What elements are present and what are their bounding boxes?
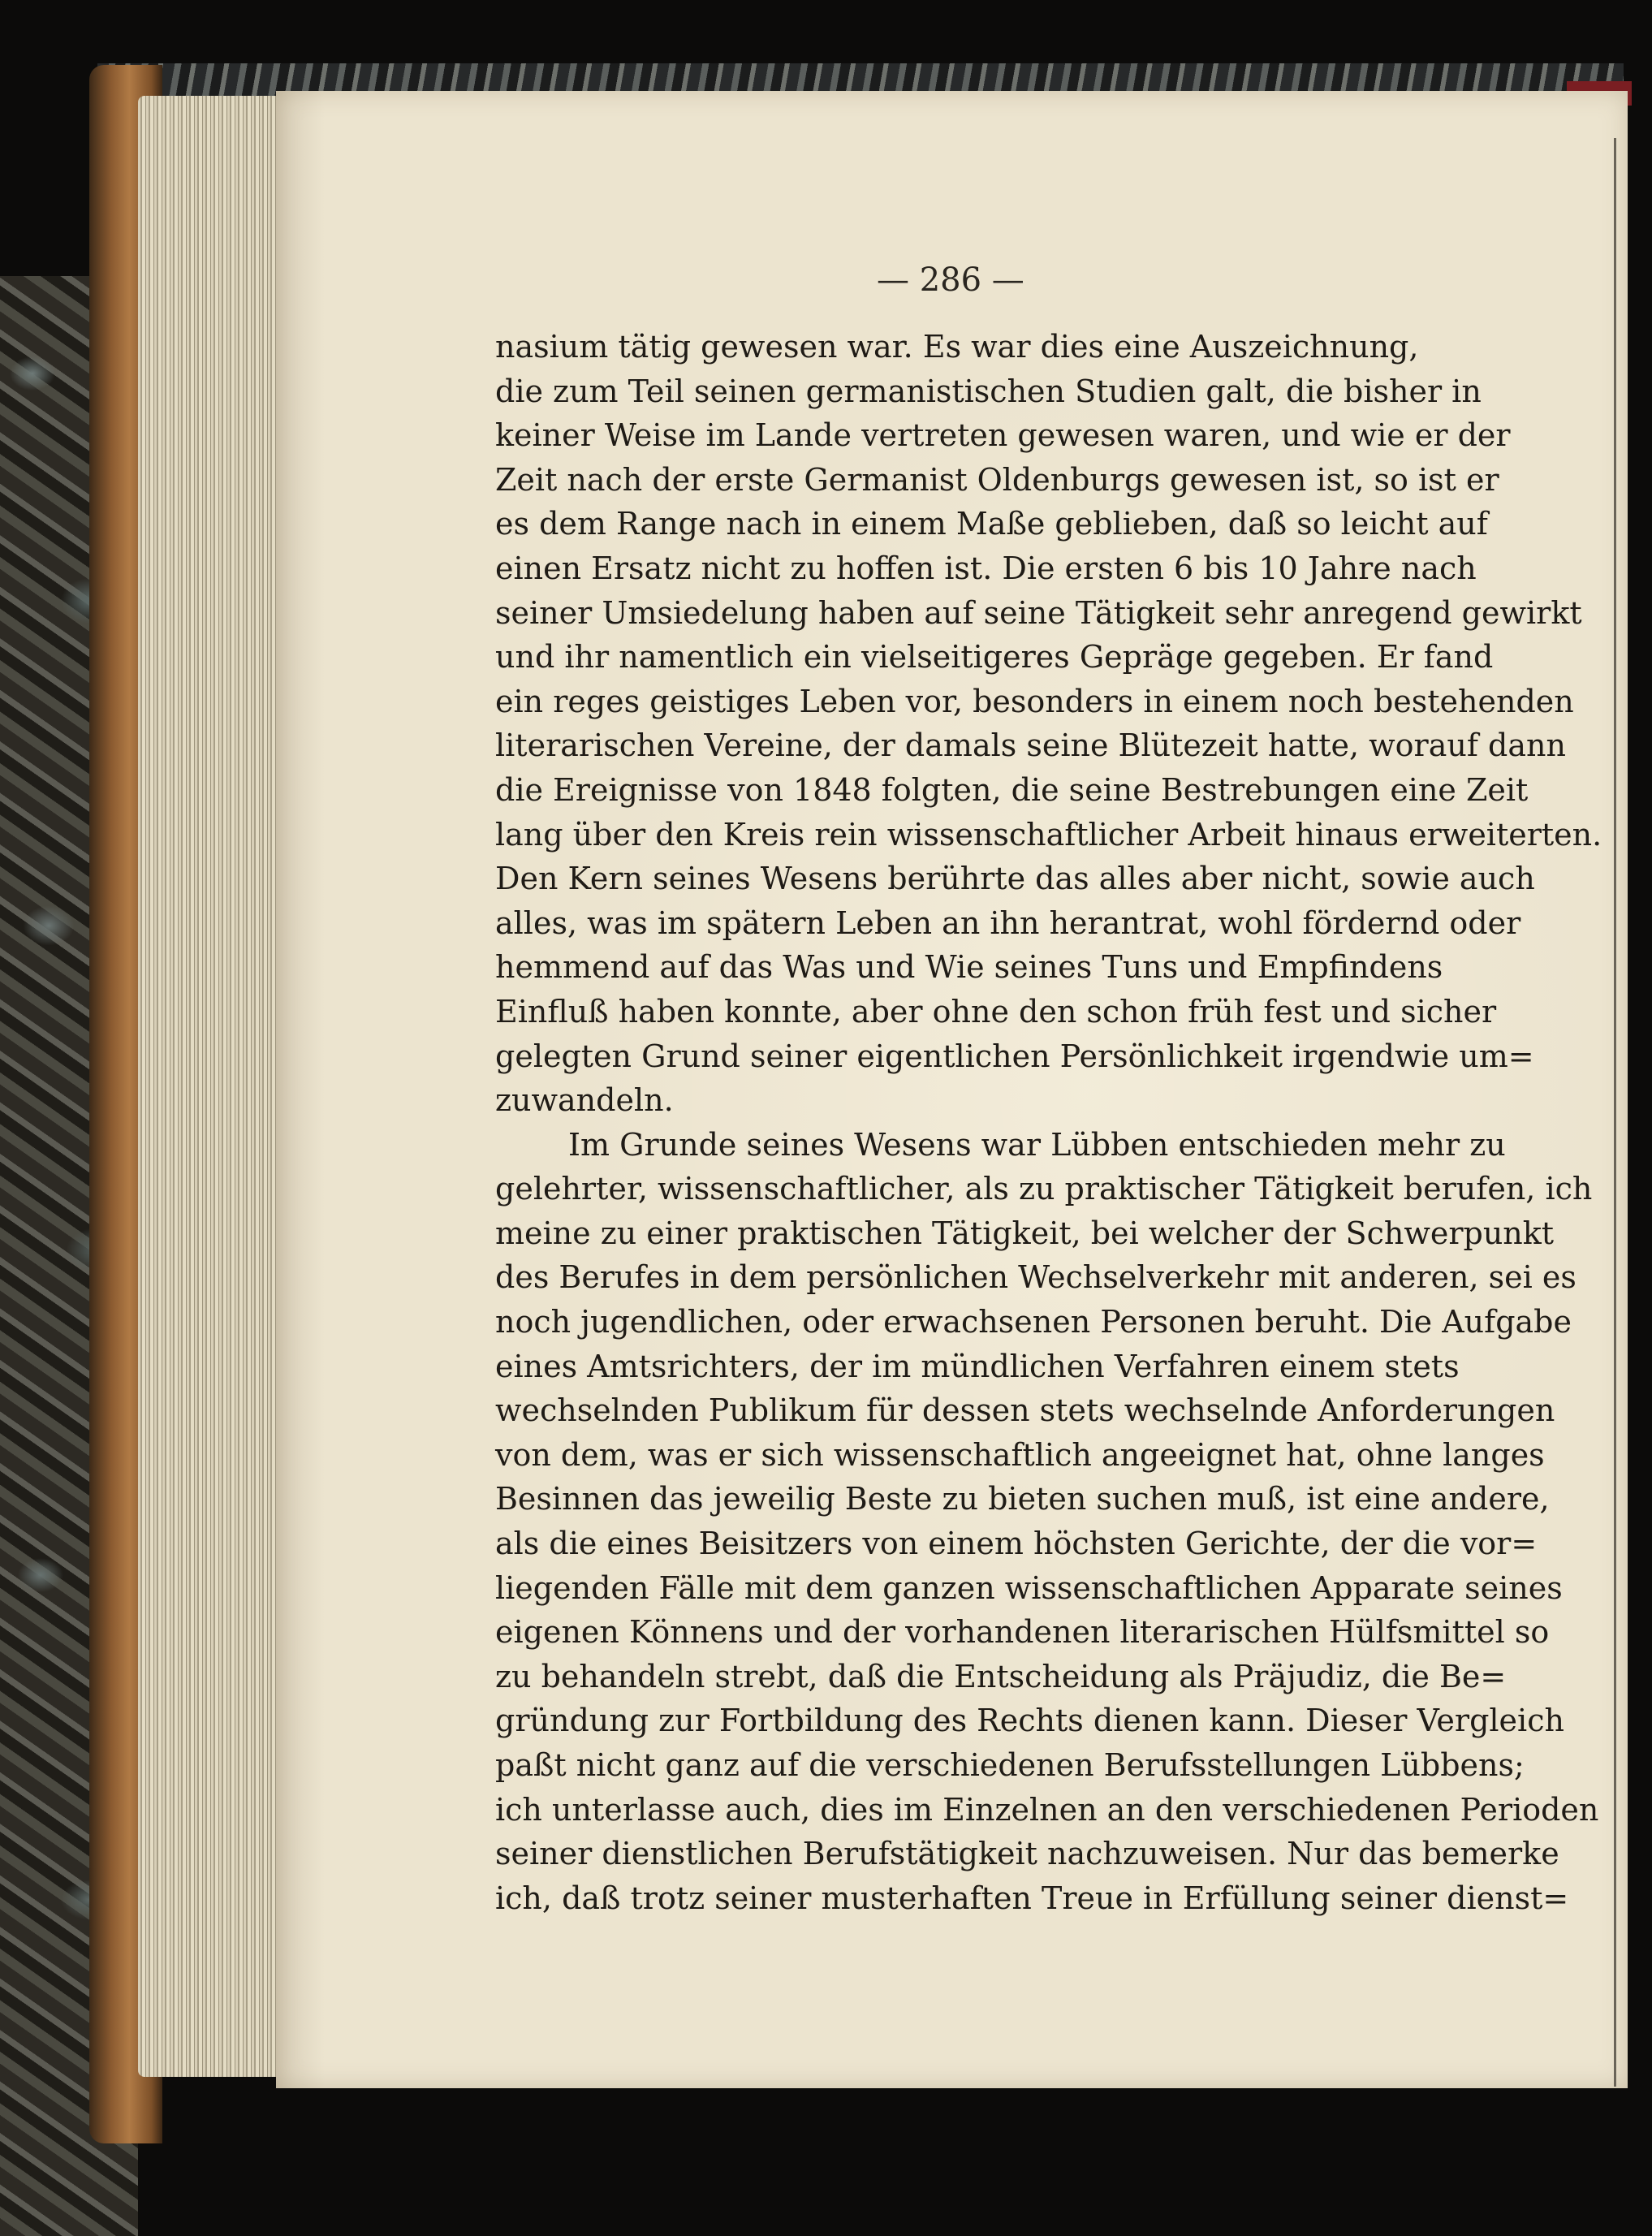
text-line: gelegten Grund seiner eigentlichen Persönlichkeit irgendwie um= — [495, 1038, 1534, 1074]
text-line: die zum Teil seinen germanistischen Studien galt, die bisher in — [495, 373, 1482, 409]
text-line: es dem Range nach in einem Maße geblieben, daß so leicht auf — [495, 506, 1488, 542]
text-line: liegenden Fälle mit dem ganzen wissenschaftlichen Apparate seines — [495, 1569, 1563, 1606]
text-line: Besinnen das jeweilig Beste zu bieten suchen muß, ist eine andere, — [495, 1481, 1550, 1517]
page-gutter-line — [1614, 138, 1616, 2087]
text-line: wechselnden Publikum für dessen stets wechselnde Anforderungen — [495, 1392, 1555, 1429]
text-line: gründung zur Fortbildung des Rechts dienen kann. Dieser Vergleich — [495, 1703, 1564, 1739]
text-line: einen Ersatz nicht zu hoffen ist. Die ersten 6 bis 10 Jahre nach — [495, 550, 1477, 586]
text-line: und ihr namentlich ein vielseitigeres Gepräge gegeben. Er fand — [495, 639, 1494, 676]
text-line: des Berufes in dem persönlichen Wechselverkehr mit anderen, sei es — [495, 1259, 1577, 1296]
text-line: lang über den Kreis rein wissenschaftlicher Arbeit hinaus erweiterten. — [495, 816, 1602, 853]
text-line: literarischen Vereine, der damals seine Blütezeit hatte, worauf dann — [495, 727, 1566, 764]
text-line: ich unterlasse auch, dies im Einzelnen an den verschiedenen Perioden — [495, 1791, 1599, 1828]
text-line: ein reges geistiges Leben vor, besonders in einem noch bestehenden — [495, 683, 1574, 719]
page-edges — [138, 96, 292, 2077]
text-line: noch jugendlichen, oder erwachsenen Personen beruht. Die Aufgabe — [495, 1304, 1572, 1340]
body-text — [495, 325, 1602, 1920]
text-line: seiner Umsiedelung haben auf seine Tätigkeit sehr anregend gewirkt — [495, 594, 1582, 631]
text-line: gelehrter, wissenschaftlicher, als zu praktischer Tätigkeit berufen, ich — [495, 1171, 1593, 1207]
text-line: meine zu einer praktischen Tätigkeit, bei welcher der Schwerpunkt — [495, 1215, 1555, 1251]
text-line: keiner Weise im Lande vertreten gewesen waren, und wie er der — [495, 417, 1511, 454]
text-line: nasium tätig gewesen war. Es war dies eine Auszeichnung, — [495, 329, 1419, 365]
page-number: — 286 — — [877, 261, 1024, 299]
text-line: seiner dienstlichen Berufstätigkeit nachzuweisen. Nur das bemerke — [495, 1836, 1559, 1872]
text-line: zuwandeln. — [495, 1082, 674, 1119]
text-line: Einfluß haben konnte, aber ohne den schon früh fest und sicher — [495, 993, 1497, 1030]
text-line: eigenen Könnens und der vorhandenen literarischen Hülfsmittel so — [495, 1614, 1550, 1651]
text-line: die Ereignisse von 1848 folgten, die seine Bestrebungen eine Zeit — [495, 771, 1529, 808]
text-line: Zeit nach der erste Germanist Oldenburgs gewesen ist, so ist er — [495, 461, 1499, 498]
text-line: hemmend auf das Was und Wie seines Tuns und Empfindens — [495, 949, 1443, 986]
text-line: alles, was im spätern Leben an ihn herantrat, wohl fördernd oder — [495, 904, 1521, 941]
text-line: paßt nicht ganz auf die verschiedenen Berufsstellungen Lübbens; — [495, 1747, 1525, 1783]
text-line: ich, daß trotz seiner musterhaften Treue in Erfüllung seiner dienst= — [495, 1880, 1569, 1916]
text-line: zu behandeln strebt, daß die Entscheidung als Präjudiz, die Be= — [495, 1658, 1507, 1694]
text-line: Den Kern seines Wesens berührte das alles aber nicht, sowie auch — [495, 861, 1535, 897]
text-line: als die eines Beisitzers von einem höchsten Gerichte, der die vor= — [495, 1526, 1538, 1562]
text-line: von dem, was er sich wissenschaftlich angeeignet hat, ohne langes — [495, 1436, 1545, 1473]
text-line: eines Amtsrichters, der im mündlichen Verfahren einem stets — [495, 1348, 1460, 1384]
text-line: Im Grunde seines Wesens war Lübben entschieden mehr zu — [568, 1126, 1506, 1163]
